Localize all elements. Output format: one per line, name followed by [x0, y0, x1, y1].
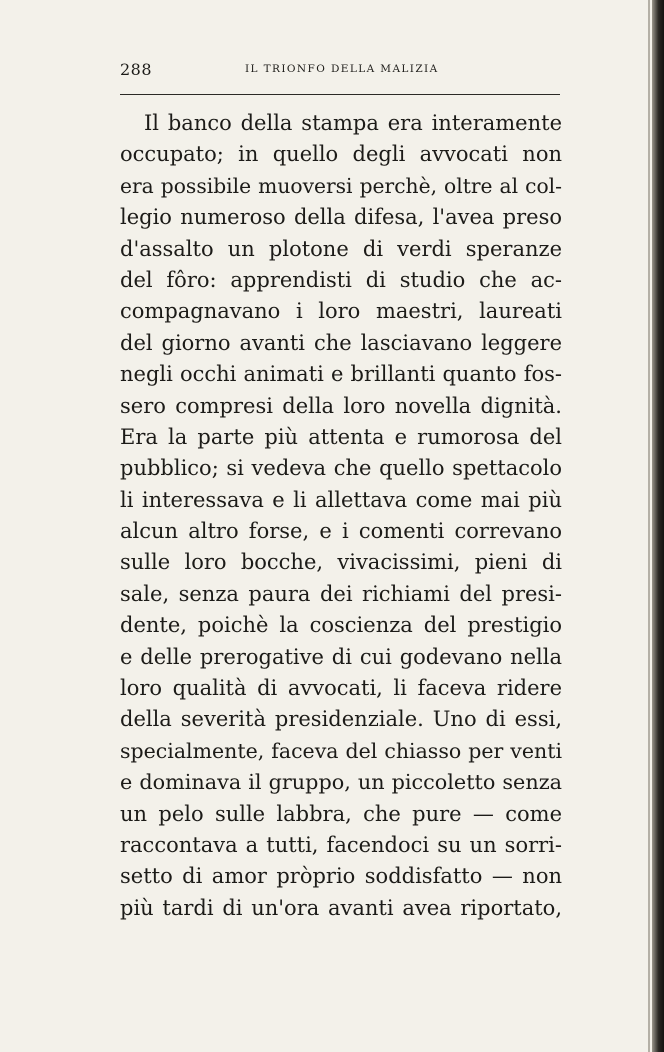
text-line: raccontava a tutti, facendoci su un sorri- [120, 832, 562, 857]
body-text [120, 108, 562, 924]
text-line: pubblico; si vedeva che quello spettacolo [120, 456, 562, 481]
text-line: sale, senza paura dei richiami del presi- [120, 581, 562, 606]
page-number: 288 [120, 60, 153, 79]
text-line: del fôro: apprendisti di studio che ac- [120, 267, 562, 292]
text-line: li interessava e li allettava come mai più [120, 487, 562, 512]
text-line: negli occhi animati e brillanti quanto fos- [120, 362, 562, 387]
text-line: d'assalto un plotone di verdi speranze [120, 236, 562, 261]
page-fold-line [648, 0, 650, 1052]
text-line: alcun altro forse, e i comenti correvano [120, 519, 562, 544]
text-line: dente, poichè la coscienza del prestigio [120, 613, 562, 638]
text-line: sulle loro bocche, vivacissimi, pieni di [120, 550, 562, 575]
text-line: compagnavano i loro maestri, laureati [120, 299, 562, 324]
text-line: Era la parte più attenta e rumorosa del [120, 424, 562, 449]
running-title: IL TRIONFO DELLA MALIZIA [245, 63, 439, 75]
text-line: legio numeroso della difesa, l'avea preso [120, 205, 562, 230]
text-line: un pelo sulle labbra, che pure — come [120, 801, 562, 826]
text-line: della severità presidenziale. Uno di essi, [120, 707, 562, 732]
text-line: e dominava il gruppo, un piccoletto senza [120, 770, 562, 795]
text-line: più tardi di un'ora avanti avea riportato, [120, 895, 562, 920]
header-rule [120, 94, 560, 95]
text-line: setto di amor pròprio soddisfatto — non [120, 864, 562, 889]
text-line: era possibile muoversi perchè, oltre al col- [120, 173, 562, 198]
text-line: sero compresi della loro novella dignità. [120, 393, 562, 418]
page-header [120, 60, 560, 84]
text-line: e delle prerogative di cui godevano nella [120, 644, 562, 669]
text-line: Il banco della stampa era interamente [144, 111, 562, 135]
page-binding-edge [652, 0, 664, 1052]
text-line: loro qualità di avvocati, li faceva ridere [120, 676, 562, 701]
text-line: specialmente, faceva del chiasso per venti [120, 738, 562, 763]
text-line: del giorno avanti che lasciavano leggere [120, 330, 562, 355]
text-line: occupato; in quello degli avvocati non [120, 142, 562, 167]
